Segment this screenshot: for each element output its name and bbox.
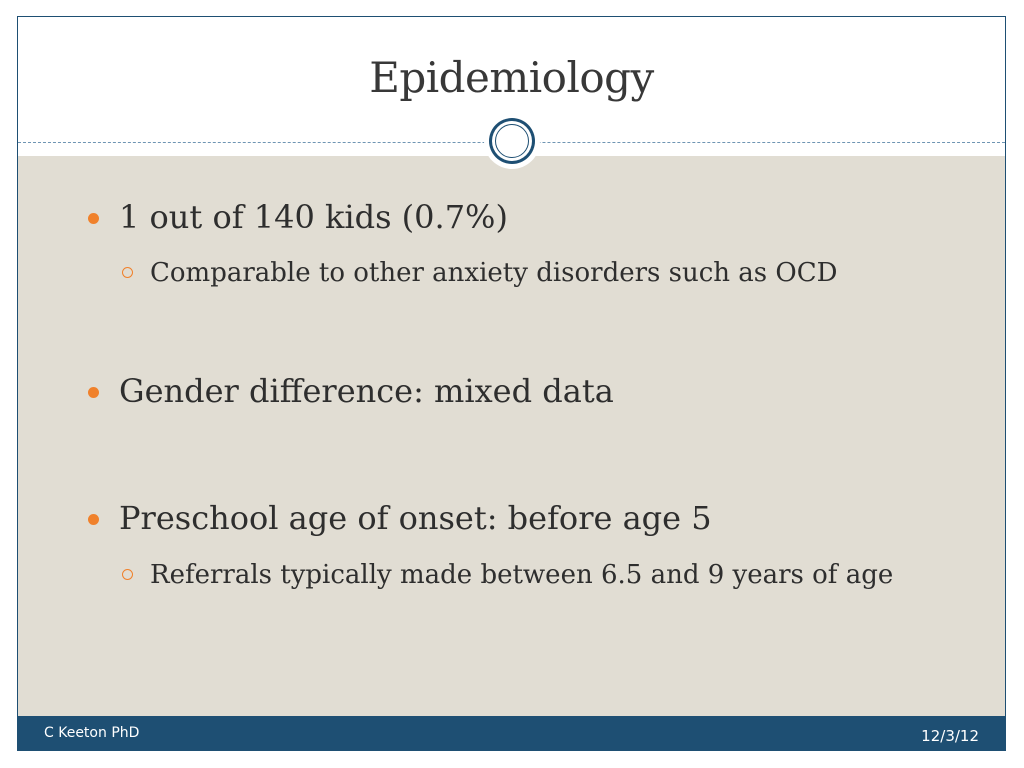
- bullet-list: [18, 156, 1005, 716]
- sub-bullet-ring-icon: [122, 267, 133, 278]
- footer-date: 12/3/12: [921, 727, 979, 745]
- bullet-dot-icon: [88, 387, 99, 398]
- footer-bar: [18, 716, 1005, 751]
- bullet-text: Preschool age of onset: before age 5: [119, 499, 712, 537]
- bullet-text: Gender difference: mixed data: [119, 372, 614, 410]
- medallion-icon: [484, 113, 540, 169]
- bullet-dot-icon: [88, 514, 99, 525]
- content-area: [18, 156, 1005, 716]
- slide-title: Epidemiology: [369, 53, 654, 102]
- sub-bullet-text: Comparable to other anxiety disorders such as OCD: [150, 258, 838, 288]
- sub-bullet-item: [122, 256, 942, 290]
- sub-bullet-text: Referrals typically made between 6.5 and 9 years of age: [150, 560, 894, 590]
- sub-bullet-item: [122, 558, 942, 592]
- footer-author: C Keeton PhD: [44, 725, 140, 741]
- bullet-dot-icon: [88, 213, 99, 224]
- bullet-text: 1 out of 140 kids (0.7%): [119, 198, 508, 236]
- slide: [17, 16, 1006, 751]
- sub-bullet-ring-icon: [122, 569, 133, 580]
